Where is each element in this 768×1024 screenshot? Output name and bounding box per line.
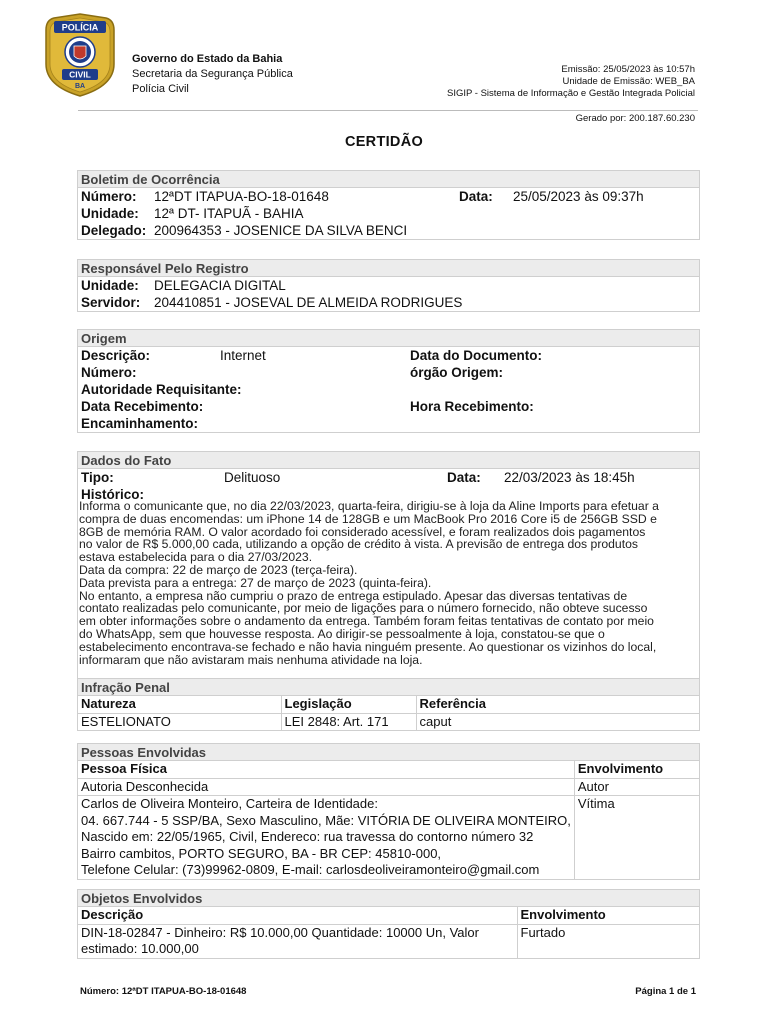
descricao-label: Descrição: (81, 348, 151, 363)
infracao-table (78, 696, 699, 730)
servidor-value: 204410851 - JOSEVAL DE ALMEIDA RODRIGUES (154, 295, 463, 310)
historico-line: no valor de R$ 5.000,00 cada, utilizando a opção de crédito à vista. A previsão de entrega dos produtos (79, 537, 638, 552)
origem-header: Origem (78, 330, 699, 347)
document-title: CERTIDÃO (344, 134, 424, 150)
numero-value: 12ªDT ITAPUA-BO-18-01648 (154, 189, 329, 204)
responsavel-unidade-label: Unidade: (81, 278, 139, 293)
fato-header: Dados do Fato (78, 452, 699, 469)
header-divider (78, 110, 698, 111)
servidor-label: Servidor: (81, 295, 141, 310)
historico-line: compra de duas encomendas: um iPhone 14 de 128GB e um MacBook Pro 2016 Core i5 de 256GB SSD e (79, 511, 657, 526)
pessoa-line: Telefone Celular: (73)99962-0809, E-mail: carlosdeoliveiramonteiro@gmail.com (81, 862, 540, 877)
emission-date: Emissão: 25/05/2023 às 10:57h (561, 64, 695, 75)
pessoa-cell: Autoria Desconhecida (78, 778, 574, 796)
objeto-envolvimento-cell: Furtado (520, 924, 566, 940)
numero-label: Número: (81, 189, 137, 204)
generated-by: Gerado por: 200.187.60.230 (575, 113, 695, 124)
historico-line: estava estabelecida para o dia 27/03/2023. (79, 550, 313, 565)
orgao-origem-label: órgão Origem: (410, 365, 504, 380)
data-label: Data: (459, 189, 493, 204)
table-row (78, 924, 699, 958)
historico-line: em obter informações sobre o andamento da entrega. Também foram feitas tentativas de contato por meio (79, 614, 654, 629)
objetos-header: Objetos Envolvidos (78, 890, 699, 907)
objeto-envolvimento-column-header: Envolvimento (517, 907, 699, 924)
pessoa-envolvimento-column-header: Envolvimento (574, 761, 699, 778)
envolvimento-cell: Vítima (577, 796, 615, 811)
badge-bottom-text: CIVIL (69, 69, 91, 80)
data-value: 25/05/2023 às 09:37h (513, 189, 644, 204)
issuer-government: Governo do Estado da Bahia (132, 53, 283, 65)
footer-document-number: Número: 12ªDT ITAPUA-BO-18-01648 (80, 986, 247, 997)
table-row (78, 713, 699, 730)
encaminhamento-label: Encaminhamento: (81, 416, 199, 431)
objeto-descricao-cell (78, 924, 517, 958)
badge-state-text: BA (74, 83, 86, 90)
referencia-column-header: Referência (416, 696, 699, 713)
tipo-value: Delituoso (224, 470, 281, 485)
emission-info (447, 64, 695, 100)
objeto-line: estimado: 10.000,00 (81, 941, 199, 956)
historico-line: do WhatsApp, sem que houvesse resposta. Ao dirigir-se pessoalmente à loja, constatou-se que o (79, 626, 605, 641)
responsavel-section (77, 259, 700, 312)
responsavel-header: Responsável Pelo Registro (78, 260, 699, 277)
emission-unit: Unidade de Emissão: WEB_BA (562, 76, 695, 87)
objetos-table (78, 907, 699, 958)
objeto-line: DIN-18-02847 - Dinheiro: R$ 10.000,00 Quantidade: 10000 Un, Valor (81, 924, 479, 940)
boletim-header: Boletim de Ocorrência (78, 171, 699, 188)
issuer-police: Polícia Civil (132, 83, 189, 95)
table-row (78, 796, 699, 879)
pessoa-cell (78, 796, 574, 879)
unidade-label: Unidade: (81, 206, 139, 221)
delegado-label: Delegado: (81, 223, 147, 238)
footer-page-number: Página 1 de 1 (635, 986, 696, 997)
pessoa-line: Nascido em: 22/05/1965, Civil, Endereco: rua travessa do contorno número 32 (81, 829, 534, 844)
pessoas-header: Pessoas Envolvidas (78, 744, 699, 761)
historico-label: Histórico: (81, 487, 145, 502)
data-recebimento-label: Data Recebimento: (81, 399, 204, 414)
objeto-descricao-column-header: Descrição (78, 907, 517, 924)
hora-recebimento-label: Hora Recebimento: (410, 399, 534, 414)
objetos-section (77, 889, 700, 959)
pessoas-table (78, 761, 699, 879)
historico-line: estabelecimento encontrava-se fechado e não havia ninguém presente. Ao questionar os vizinhos do local, (79, 639, 657, 654)
fato-data-label: Data: (447, 470, 481, 485)
pessoa-line: Bairro cambitos, PORTO SEGURO, BA - BR CEP: 45810-000, (81, 845, 442, 861)
autoridade-label: Autoridade Requisitante: (81, 382, 242, 397)
table-row (78, 778, 699, 796)
badge-top-text: POLÍCIA (61, 22, 99, 33)
historico-line: No entanto, a empresa não cumpriu o prazo de entrega estipulado. Apesar das diversas tentativas de (79, 588, 628, 603)
referencia-cell: caput (419, 713, 452, 729)
historico-line: Data prevista para a entrega: 27 de março de 2023 (quinta-feira). (79, 575, 432, 590)
pessoa-fisica-column-header: Pessoa Física (78, 761, 574, 778)
origem-section (77, 329, 700, 433)
responsavel-unidade-value: DELEGACIA DIGITAL (154, 278, 286, 293)
issuer-block (132, 52, 293, 97)
policia-civil-badge-logo (44, 12, 116, 98)
issuer-secretariat: Secretaria da Segurança Pública (132, 68, 293, 80)
pessoas-section (77, 743, 700, 880)
descricao-value: Internet (220, 348, 266, 363)
historico-line: Informa o comunicante que, no dia 22/03/2023, quarta-feira, dirigiu-se à loja da Aline Imports para efetuar a (79, 499, 659, 513)
tipo-label: Tipo: (81, 470, 114, 485)
legislacao-cell: LEI 2848: Art. 171 (281, 713, 416, 730)
historico-text (79, 500, 699, 666)
origem-numero-label: Número: (81, 365, 137, 380)
infracao-header: Infração Penal (78, 679, 699, 696)
boletim-section (77, 170, 700, 240)
unidade-value: 12ª DT- ITAPUÃ - BAHIA (154, 206, 304, 221)
pessoa-line: 04. 667.744 - 5 SSP/BA, Sexo Masculino, Mãe: VITÓRIA DE OLIVEIRA MONTEIRO, (81, 812, 571, 828)
historico-line: 8GB de memória RAM. O valor acordado foi considerado acessível, e foram realizados dois pagamentos (79, 524, 646, 539)
envolvimento-cell: Autor (574, 778, 699, 796)
natureza-cell: ESTELIONATO (78, 713, 281, 730)
delegado-value: 200964353 - JOSENICE DA SILVA BENCI (154, 223, 408, 238)
infracao-section (77, 678, 700, 731)
fato-data-value: 22/03/2023 às 18:45h (504, 470, 635, 485)
legislacao-column-header: Legislação (281, 696, 416, 713)
pessoa-line: Carlos de Oliveira Monteiro, Carteira de Identidade: (81, 796, 378, 811)
historico-line: contato realizadas pelo comunicante, por meio de ligações para o número fornecido, não obteve sucesso (79, 601, 648, 616)
system-name: SIGIP - Sistema de Informação e Gestão Integrada Policial (446, 88, 695, 99)
historico-line: informaram que não avistaram mais nenhuma atividade na loja. (79, 652, 423, 667)
historico-line: Data da compra: 22 de março de 2023 (terça-feira). (79, 562, 358, 577)
natureza-column-header: Natureza (78, 696, 281, 713)
data-documento-label: Data do Documento: (410, 348, 543, 363)
